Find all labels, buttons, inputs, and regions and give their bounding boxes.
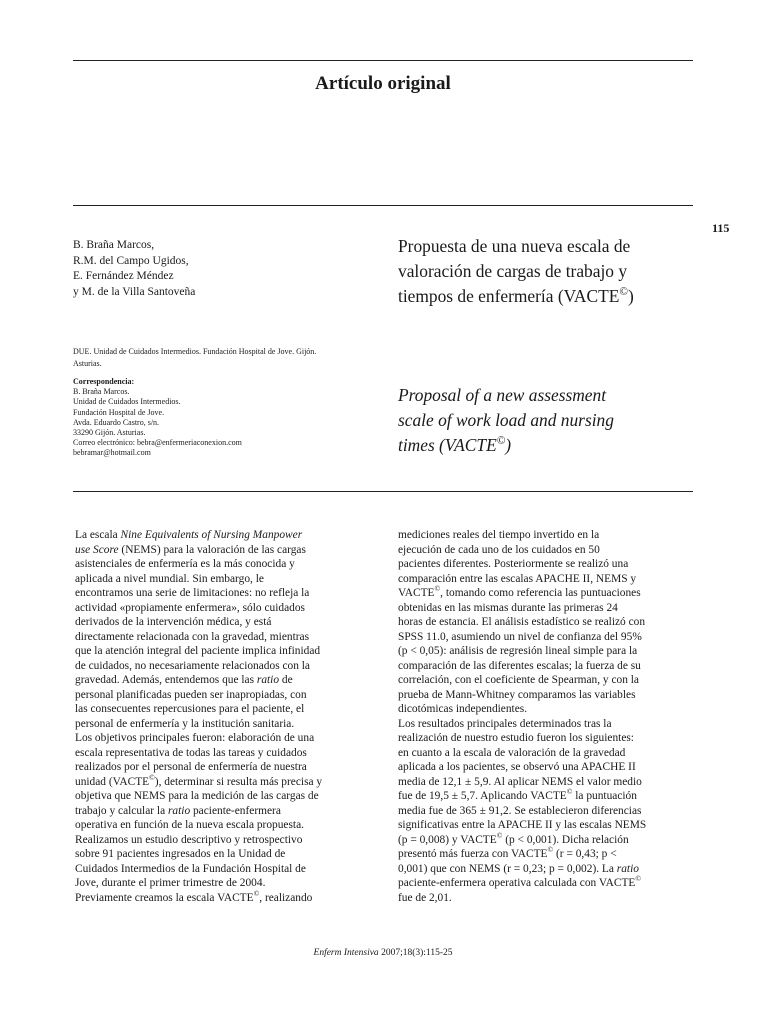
abstract-line: Realizamos un estudio descriptivo y retrospectivo: [75, 833, 303, 846]
abstract-line: presentó más fuerza con VACTE© (r = 0,43; p <: [398, 845, 617, 860]
author-list: [73, 238, 373, 300]
copyright-symbol: ©: [619, 286, 628, 299]
abstract-line: que la atención integral del paciente implica infinidad: [75, 645, 321, 657]
author: R.M. del Campo Ugidos,: [73, 254, 189, 267]
title-text: ): [627, 286, 634, 306]
abstract-line: Los objetivos principales fueron: elaboración de una: [75, 732, 315, 744]
author: E. Fernández Méndez: [73, 270, 174, 282]
section-label: Artículo original: [315, 73, 451, 94]
correspondence-line: Fundación Hospital de Jove.: [73, 407, 165, 417]
correspondence-email[interactable]: bebramar@hotmail.com: [73, 448, 151, 458]
correspondence: [73, 377, 373, 459]
affiliation: [73, 346, 373, 370]
abstract-line: personal planificadas pueden ser inapropiadas, con: [75, 688, 307, 701]
abstract-column-left: [75, 528, 357, 905]
correspondence-line: Avda. Eduardo Castro, s/n.: [73, 417, 160, 427]
correspondence-line: Unidad de Cuidados Intermedios.: [73, 397, 181, 407]
abstract-line: aplicada a nivel mundial. Sin embargo, le: [75, 572, 264, 585]
title-line: valoración de cargas de trabajo y: [398, 261, 628, 281]
abstract-line: VACTE©, tomando como referencia las puntuaciones: [398, 584, 641, 599]
abstract-line: ejecución de cada uno de los cuidados en 50: [398, 543, 600, 556]
author: B. Braña Marcos,: [73, 239, 155, 251]
abstract-line: fue de 19,5 ± 5,7. Aplicando VACTE© la puntuación: [398, 787, 637, 802]
abstract-line: objetiva que NEMS para la medición de las cargas de: [75, 790, 319, 802]
title-line: scale of work load and nursing: [398, 410, 614, 430]
abstract-line: obtenidas en las mismas durante las primeras 24: [398, 601, 618, 614]
abstract-line: Jove, durante el primer trimestre de 2004.: [75, 877, 266, 889]
abstract-line: en cuanto a la escala de valoración de la gravedad: [398, 746, 626, 759]
title-line: [398, 284, 698, 309]
journal-name: Enferm Intensiva: [313, 948, 379, 958]
abstract-line: unidad (VACTE©), determinar si resulta más precisa y: [75, 772, 323, 788]
journal-footer: [73, 948, 693, 958]
title-line: [398, 433, 698, 458]
header-rule: [73, 205, 693, 206]
abstract-line: las consecuentes repercusiones para el paciente, el: [75, 703, 305, 715]
copyright-symbol: ©: [496, 435, 506, 448]
abstract-line: 0,001) que con NEMS (r = 0,23; p = 0,002). La ratio: [398, 862, 639, 875]
abstract-line: personal de enfermería y la institución sanitaria.: [75, 717, 295, 730]
abstract-line: realizados por el personal de enfermería de nuestra: [75, 761, 307, 773]
abstract-line: dicotómicas independientes.: [398, 703, 528, 715]
abstract-line: derivados de la intervención médica, y está: [75, 616, 272, 628]
abstract-line: gravedad. Además, entendemos que las ratio de: [75, 674, 293, 686]
abstract-rule: [73, 491, 693, 492]
abstract-line: media fue de 365 ± 91,2. Se establecieron diferencias: [398, 804, 642, 817]
abstract-line: Previamente creamos la escala VACTE©, realizando: [75, 888, 313, 904]
abstract-line: mediciones reales del tiempo invertido en la: [398, 529, 600, 541]
abstract-line: Los resultados principales determinados tras la: [398, 717, 612, 730]
abstract-line: paciente-enfermera operativa calculada con VACTE©: [398, 874, 642, 889]
abstract-line: comparación de las diferentes escalas; la fuerza de su: [398, 659, 641, 672]
abstract-line: fue de 2,01.: [398, 891, 452, 904]
affiliation-line: Asturias.: [73, 359, 102, 368]
title-line: Propuesta de una nueva escala de: [398, 236, 631, 256]
english-title: [398, 383, 698, 458]
abstract-line: (p < 0,05): análisis de regresión lineal simple para la: [398, 645, 638, 657]
abstract-line: pacientes diferentes. Posteriormente se realizó una: [398, 558, 629, 570]
abstract-line: horas de estancia. El análisis estadístico se realizó con: [398, 616, 646, 628]
abstract-line: media de 12,1 ± 5,9. Al aplicar NEMS el valor medio: [398, 775, 642, 788]
title-line: Proposal of a new assessment: [398, 385, 607, 405]
abstract-line: sobre 91 pacientes ingresados en la Unidad de: [75, 848, 286, 860]
abstract-line: aplicada a los pacientes, se observó una APACHE II: [398, 761, 636, 773]
correspondence-email[interactable]: Correo electrónico: bebra@enfermeriaconexion.com: [73, 438, 242, 448]
abstract-line: de cuidados, no necesariamente relacionados con la: [75, 659, 310, 672]
abstract-line: escala representativa de todas las tareas y cuidados: [75, 746, 307, 759]
abstract-line: prueba de Mann-Whitney comparamos las variables: [398, 688, 636, 701]
abstract-line: use Score (NEMS) para la valoración de las cargas: [75, 543, 306, 556]
abstract-line: asistenciales de enfermería es la más conocida y: [75, 558, 295, 570]
affiliation-line: DUE. Unidad de Cuidados Intermedios. Fundación Hospital de Jove. Gijón.: [73, 347, 317, 356]
top-rule: [73, 60, 693, 61]
abstract-line: encontramos una serie de limitaciones: no refleja la: [75, 587, 310, 599]
title-text: tiempos de enfermería (VACTE: [398, 286, 620, 306]
correspondence-line: 33290 Gijón. Asturias.: [73, 428, 146, 438]
correspondence-heading: Correspondencia:: [73, 377, 135, 386]
abstract-line: operativa en función de la nueva escala propuesta.: [75, 819, 304, 831]
abstract-line: La escala Nine Equivalents of Nursing Manpower: [75, 529, 303, 541]
abstract-line: correlación, con el coeficiente de Spearman, y con la: [398, 674, 639, 686]
spanish-title: [398, 234, 698, 309]
correspondence-line: B. Braña Marcos.: [73, 387, 130, 397]
abstract-line: SPSS 11.0, asumiendo un nivel de confianza del 95%: [398, 630, 642, 643]
abstract-line: trabajo y calcular la ratio paciente-enfermera: [75, 804, 281, 817]
journal-citation: 2007;18(3):115-25: [378, 948, 453, 958]
title-text: times (VACTE: [398, 435, 497, 455]
title-text: ): [505, 435, 512, 455]
abstract-line: (p = 0,008) y VACTE© (p < 0,001). Dicha relación: [398, 830, 629, 846]
abstract-line: realización de nuestro estudio fueron los siguientes:: [398, 732, 634, 744]
page-number: 115: [712, 221, 730, 235]
abstract-line: Cuidados Intermedios de la Fundación Hospital de: [75, 862, 306, 875]
abstract-line: significativas entre la APACHE II y las escalas NEMS: [398, 819, 647, 831]
author: y M. de la Villa Santoveña: [73, 285, 196, 298]
abstract-line: directamente relacionada con la gravedad, mientras: [75, 630, 310, 643]
abstract-line: actividad «propiamente enfermera», sólo cuidados: [75, 601, 305, 614]
abstract-column-right: [398, 528, 690, 905]
abstract-line: comparación entre las escalas APACHE II, NEMS y: [398, 572, 637, 585]
